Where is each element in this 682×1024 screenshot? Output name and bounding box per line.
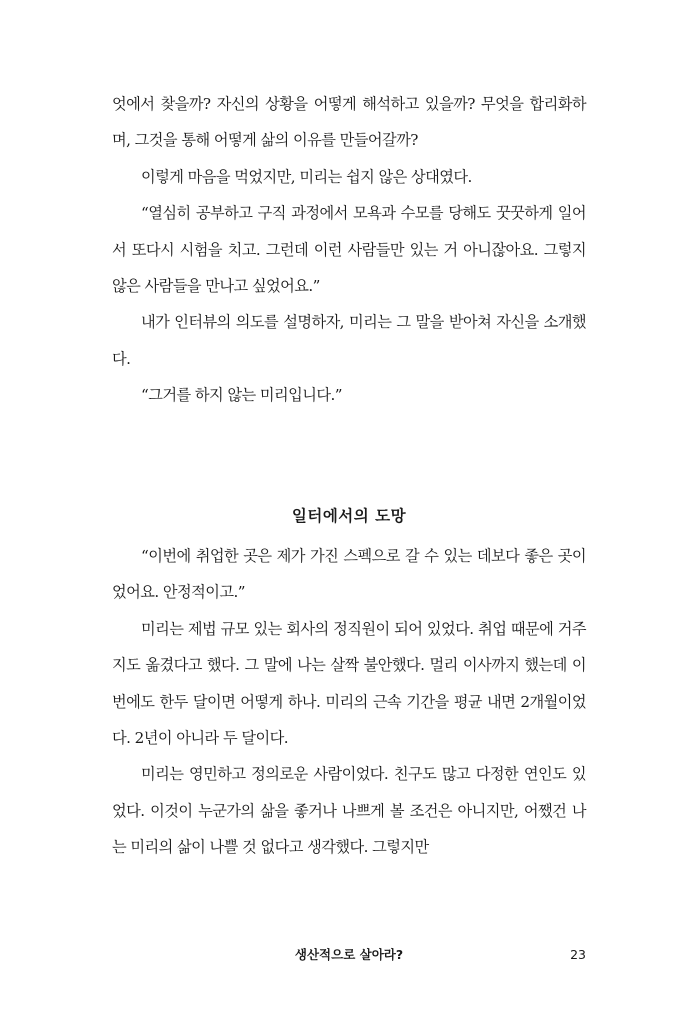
paragraph: 미리는 제법 규모 있는 회사의 정직원이 되어 있었다. 취업 때문에 거주지도 옮겼다고 했다. 그 말에 나는 살짝 불안했다. 멀리 이사까지 했는데 이번에도 한두 달이면 어떻게 하나. 미리의 근속 기간을 평균 내면 2개월이었다. 2년이 아니라 두 달이다.: [112, 619, 586, 748]
paragraph: 내가 인터뷰의 의도를 설명하자, 미리는 그 말을 받아쳐 자신을 소개했다.: [112, 313, 586, 368]
paragraph: 이렇게 마음을 먹었지만, 미리는 쉽지 않은 상대였다.: [141, 167, 472, 186]
running-title: 생산적으로 살아라?: [294, 947, 404, 962]
quote-paragraph: “그거를 하지 않는 미리입니다.”: [141, 386, 342, 405]
section-heading: 일터에서의 도망: [291, 507, 407, 525]
bottom-text-block: [112, 538, 586, 866]
page-number: 23: [570, 947, 586, 962]
page-footer: [112, 943, 586, 967]
paragraph: 미리는 영민하고 정의로운 사람이었다. 친구도 많고 다정한 연인도 있었다. 이것이 누군가의 삶을 좋거나 나쁘게 볼 조건은 아니지만, 어쨌건 나는 미리의 삶이 나쁠 것 없다고 생각했다. 그렇지만: [112, 765, 586, 857]
quote-paragraph: “열심히 공부하고 구직 과정에서 모욕과 수모를 당해도 꿋꿋하게 일어서 또다시 시험을 치고. 그런데 이런 사람들만 있는 거 아니잖아요. 그렇지 않은 사람들을 만나고 싶었어요.”: [112, 204, 586, 296]
quote-paragraph: “이번에 취업한 곳은 제가 가진 스펙으로 갈 수 있는 데보다 좋은 곳이었어요. 안정적이고.”: [112, 547, 586, 602]
top-text-block: [112, 86, 586, 414]
paragraph-continuation: 엇에서 찾을까? 자신의 상황을 어떻게 해석하고 있을까? 무엇을 합리화하며, 그것을 통해 어떻게 삶의 이유를 만들어갈까?: [112, 95, 586, 150]
